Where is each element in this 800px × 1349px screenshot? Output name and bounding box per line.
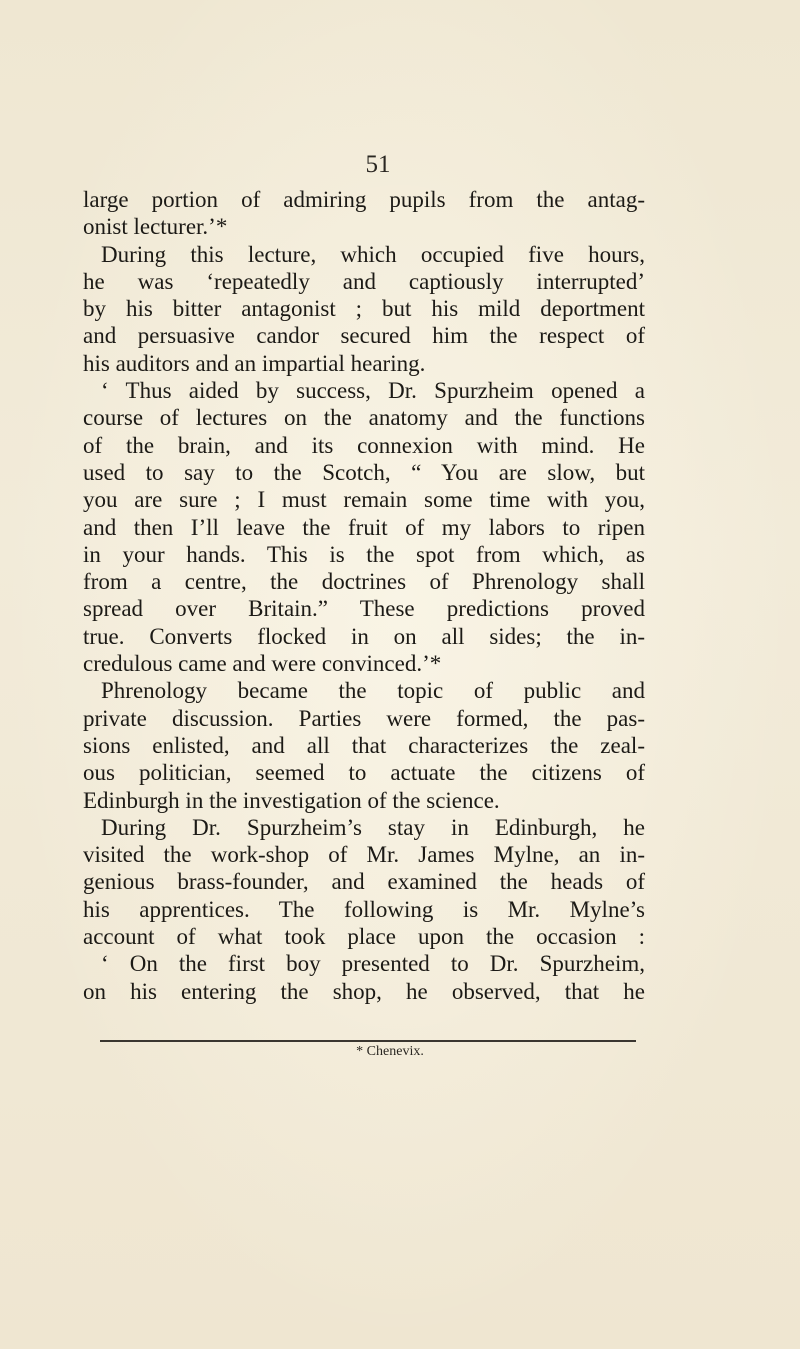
text-line: true. Converts flocked in on all sides; the in- xyxy=(83,623,645,649)
text-line: by his bitter antagonist ; but his mild deportment xyxy=(83,296,645,322)
text-line: his auditors and an impartial hearing. xyxy=(83,350,426,376)
text-line: sions enlisted, and all that characterizes the zeal- xyxy=(83,732,645,758)
text-line: During this lecture, which occupied five hours, xyxy=(101,241,645,267)
text-line: Edinburgh in the investigation of the science. xyxy=(83,787,500,813)
text-line: and persuasive candor secured him the respect of xyxy=(83,323,645,349)
text-line: visited the work-shop of Mr. James Mylne, an in- xyxy=(83,842,645,868)
text-line: private discussion. Parties were formed, the pas- xyxy=(83,705,645,731)
text-line: ‘ Thus aided by success, Dr. Spurzheim opened a xyxy=(101,378,645,404)
text-line: on his entering the shop, he observed, that he xyxy=(83,978,645,1004)
footnote: * Chenevix. xyxy=(356,1044,424,1059)
page-number: 51 xyxy=(365,151,391,178)
text-line: he was ‘repeatedly and captiously interrupted’ xyxy=(83,268,645,294)
text-line: you are sure ; I must remain some time with you, xyxy=(83,487,645,513)
text-line: onist lecturer.’* xyxy=(83,214,228,240)
body-text xyxy=(83,186,645,1005)
text-line: in your hands. This is the spot from which, as xyxy=(83,541,645,567)
text-line: from a centre, the doctrines of Phrenology shall xyxy=(83,569,645,595)
text-line: course of lectures on the anatomy and the functions xyxy=(83,405,645,431)
text-line: large portion of admiring pupils from the antag- xyxy=(83,187,645,212)
text-line: spread over Britain.” These predictions proved xyxy=(83,596,645,622)
text-line: his apprentices. The following is Mr. Mylne’s xyxy=(83,896,645,922)
text-line: of the brain, and its connexion with mind. He xyxy=(83,432,645,458)
text-line: ous politician, seemed to actuate the citizens of xyxy=(83,760,645,786)
text-line: Phrenology became the topic of public and xyxy=(101,678,645,704)
footnote-divider xyxy=(100,1040,636,1042)
text-line: genious brass-founder, and examined the heads of xyxy=(83,869,645,895)
text-line: used to say to the Scotch, “ You are slow, but xyxy=(83,459,645,485)
text-line: credulous came and were convinced.’* xyxy=(83,651,442,677)
text-line: and then I’ll leave the fruit of my labors to ripen xyxy=(83,514,645,540)
text-line: During Dr. Spurzheim’s stay in Edinburgh, he xyxy=(101,814,645,840)
text-line: account of what took place upon the occasion : xyxy=(83,924,645,950)
text-line: ‘ On the first boy presented to Dr. Spurzheim, xyxy=(101,951,645,977)
